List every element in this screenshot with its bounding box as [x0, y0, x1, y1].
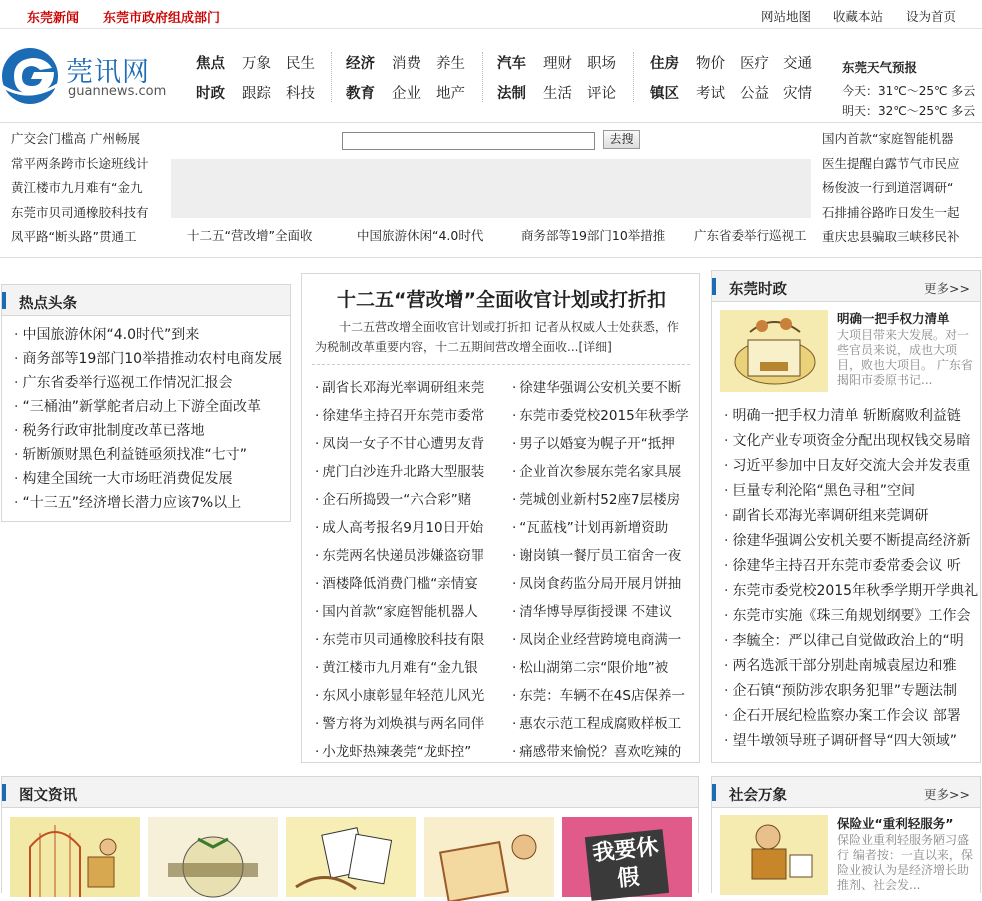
society-feature-text: 保险业重利轻服务陋习盛行 编者按：一直以来，保险业被认为是经济增长助推剂、社会发...	[837, 833, 973, 892]
nav-link-enterprise[interactable]: 企业	[392, 86, 421, 102]
society-feature-title[interactable]: 保险业“重利轻服务”	[837, 816, 954, 831]
nav-link-comment[interactable]: 评论	[587, 86, 616, 102]
list-item[interactable]: · 酒楼降低消费门槛“亲情宴	[315, 570, 491, 598]
panel-title: 东莞时政	[729, 282, 787, 298]
gov-feature-title[interactable]: 明确一把手权力清单	[837, 311, 950, 326]
nav-link-prices[interactable]: 物价	[696, 56, 725, 72]
right-link[interactable]: 重庆忠县骗取三峡移民补	[822, 229, 960, 244]
list-item[interactable]: · 成人高考报名9月10日开始	[315, 514, 491, 542]
nav-link-livelihood[interactable]: 民生	[286, 56, 315, 72]
nav-link-tech[interactable]: 科技	[286, 86, 315, 102]
image-sketch	[720, 310, 828, 392]
list-item[interactable]: · 虎门白沙连升北路大型服装	[315, 458, 491, 486]
nav-link-exams[interactable]: 考试	[696, 86, 725, 102]
nav-link-career[interactable]: 职场	[587, 56, 616, 72]
topbar-link-sitemap[interactable]: 网站地图	[761, 9, 812, 24]
left-link[interactable]: 凤平路“断头路”贯通工	[11, 229, 137, 244]
hot-headlines-panel	[1, 284, 291, 522]
search-button[interactable]: 去搜	[603, 130, 640, 149]
weather-today: 今天：31℃～25℃ 多云	[842, 84, 976, 98]
topbar-link-bookmark[interactable]: 收藏本站	[833, 9, 884, 24]
list-item[interactable]: · 小龙虾热辣袭莞“龙虾控”	[315, 738, 491, 766]
list-item[interactable]: · “瓦蓝栈”计划再新增资助	[512, 514, 690, 542]
cards-sketch	[286, 817, 416, 897]
right-link[interactable]: 医生提醒白露节气市民应	[822, 155, 960, 171]
weather-title: 东莞天气预报	[842, 60, 918, 75]
list-item[interactable]: · 男子以婚宴为幌子开“抵押	[512, 430, 690, 458]
right-link[interactable]: 国内首款“家庭智能机器	[822, 131, 954, 146]
gov-news-panel	[711, 270, 981, 763]
list-item[interactable]: · “三桶油”新掌舵者启动上下游全面改革	[14, 395, 286, 419]
ad-banner-placeholder	[171, 159, 811, 218]
left-link[interactable]: 黄江楼市九月难有“金九	[11, 180, 143, 195]
nav-divider	[482, 52, 483, 102]
list-item[interactable]: · 巨量专利沦陷“黑色寻租”空间	[724, 479, 972, 504]
list-item[interactable]: · 徐建华主持召开东莞市委常	[315, 402, 491, 430]
panel-header	[2, 285, 290, 316]
society-image-sketch	[720, 815, 828, 895]
list-item[interactable]: · 构建全国统一大市场旺消费促发展	[14, 467, 286, 491]
logo-url: guannews.com	[68, 84, 167, 99]
nav-group-3	[497, 46, 627, 108]
list-item[interactable]: · 东莞：车辆不在4S店保养一	[512, 682, 690, 710]
list-item[interactable]: · 企石所捣毁一“六合彩”赌	[315, 486, 491, 514]
right-link[interactable]: 石排捕谷路昨日发生一起	[822, 204, 960, 220]
mid-link[interactable]: 商务部等19部门10举措推	[521, 228, 666, 243]
nav-link-panorama[interactable]: 万象	[242, 56, 271, 72]
nav-divider	[633, 52, 634, 102]
list-item[interactable]: · 明确一把手权力清单 斩断腐败利益链	[724, 404, 972, 429]
list-item[interactable]: · 望牛墩领导班子调研督导“四大领域”	[724, 729, 972, 754]
panel-title: 图文资讯	[19, 788, 77, 804]
main-nav	[190, 46, 830, 110]
list-item[interactable]: · “十三五”经济增长潜力应该7%以上	[14, 491, 286, 515]
panel-header	[712, 271, 980, 302]
list-item[interactable]: · 凤岗食药监分局开展月饼抽	[512, 570, 690, 598]
mid-link[interactable]: 广东省委举行巡视工	[694, 228, 807, 243]
vacation-stamp-text: 我要休假	[591, 834, 660, 893]
nav-divider	[331, 52, 332, 102]
search-link-block	[0, 122, 982, 258]
right-link[interactable]: 杨俊波一行到道滘调研“	[822, 180, 954, 195]
nav-link-consumption[interactable]: 消费	[392, 56, 421, 72]
nav-link-towns[interactable]: 镇区	[650, 86, 679, 102]
list-item[interactable]: · 东莞两名快递员涉嫌盗窃罪	[315, 542, 491, 570]
list-item[interactable]: · 东风小康彰显年轻范儿风光	[315, 682, 491, 710]
headline-title[interactable]: 十二五“营改增”全面收官计划或打折扣	[337, 289, 666, 311]
headline-list-right	[512, 374, 690, 766]
list-item[interactable]: · 两名选派干部分别赴南城袁屋边和雅	[724, 654, 972, 679]
nav-link-life[interactable]: 生活	[543, 86, 572, 102]
list-item[interactable]: · 凤岗企业经营跨境电商满一	[512, 626, 690, 654]
list-item[interactable]: · 税务行政审批制度改革已落地	[14, 419, 286, 443]
logo-emblem-icon	[0, 46, 64, 106]
nav-link-education[interactable]: 教育	[346, 86, 375, 102]
list-item[interactable]: · 副省长邓海光率调研组来莞调研	[724, 504, 972, 529]
headline-list-left	[315, 374, 491, 766]
list-item[interactable]: · 松山湖第二宗“限价地”被	[512, 654, 690, 682]
occupational-sketch	[424, 817, 554, 897]
panel-header	[2, 777, 698, 808]
vacation-stamp	[585, 829, 669, 901]
headline-summary-text: 十二五营改增全面收官计划或打折扣 记者从权威人士处获悉，作为税制改革重要内容，十二五期间营改增全面收...	[315, 320, 679, 354]
list-item[interactable]: · 商务部等19部门10举措推动农村电商发展	[14, 347, 286, 371]
pic-thumb-tomato[interactable]	[148, 817, 278, 897]
birdcage-sketch	[10, 817, 140, 897]
nav-link-medical[interactable]: 医疗	[740, 56, 769, 72]
logo-text: 莞讯网	[66, 57, 150, 88]
pic-thumb-birdcage[interactable]	[10, 817, 140, 897]
top-bar	[0, 0, 982, 29]
mid-link[interactable]: 中国旅游休闲“4.0时代	[357, 228, 484, 243]
list-item[interactable]: · 文化产业专项资金分配出现权钱交易暗	[724, 429, 972, 454]
topbar-link-gov-departments[interactable]: 东莞市政府组成部门	[103, 11, 221, 26]
list-item[interactable]: · 徐建华主持召开东莞市委常委会议 听	[724, 554, 972, 579]
list-item[interactable]: · 国内首款“家庭智能机器人	[315, 598, 491, 626]
header-accent	[2, 784, 6, 801]
panel-title: 社会万象	[729, 788, 787, 804]
nav-link-economy[interactable]: 经济	[346, 56, 375, 72]
tomato-sketch	[148, 817, 278, 897]
list-item[interactable]: · 徐建华强调公安机关要不断提高经济新	[724, 529, 972, 554]
weather-tomorrow: 明天：32℃～25℃ 多云	[842, 104, 976, 118]
header-accent	[2, 292, 6, 309]
nav-group-2	[346, 46, 476, 108]
nav-link-focus[interactable]: 焦点	[196, 56, 225, 72]
panel-header	[712, 777, 980, 808]
right-link-column	[822, 127, 968, 250]
nav-group-4	[650, 46, 830, 108]
list-item[interactable]: · 中国旅游休闲“4.0时代”到来	[14, 323, 286, 347]
list-item[interactable]: · 徐建华强调公安机关要不断	[512, 374, 690, 402]
pic-thumb-occupational[interactable]	[424, 817, 554, 897]
nav-link-politics[interactable]: 时政	[196, 86, 225, 102]
list-item[interactable]: · 企业首次参展东莞名家具展	[512, 458, 690, 486]
left-link-column	[11, 127, 161, 250]
nav-link-charity[interactable]: 公益	[740, 86, 769, 102]
list-item[interactable]: · 痛感带来愉悦？喜欢吃辣的	[512, 738, 690, 766]
search-input[interactable]	[342, 132, 595, 150]
nav-link-tracking[interactable]: 跟踪	[242, 86, 271, 102]
list-item[interactable]: · 企石镇“预防涉农职务犯罪”专题法制	[724, 679, 972, 704]
list-item[interactable]: · 东莞市委党校2015年秋季学期开学典礼	[724, 579, 972, 604]
nav-link-law[interactable]: 法制	[497, 86, 526, 102]
more-link[interactable]: 更多>>	[924, 281, 970, 296]
divider	[312, 364, 690, 365]
list-item[interactable]: · 警方将为刘焕祺与两名同伴	[315, 710, 491, 738]
left-link[interactable]: 常平两条跨市长途班线计	[11, 155, 149, 171]
pic-thumb-cards[interactable]	[286, 817, 416, 897]
list-item[interactable]: · 莞城创业新村52座7层楼房	[512, 486, 690, 514]
more-link[interactable]: 更多>>	[924, 787, 970, 802]
list-item[interactable]: · 李毓全：严以律己自觉做政治上的“明	[724, 629, 972, 654]
headline-detail-link[interactable]: [详细]	[578, 340, 612, 354]
list-item[interactable]: · 广东省委举行巡视工作情况汇报会	[14, 371, 286, 395]
list-item[interactable]: · 东莞市委党校2015年秋季学	[512, 402, 690, 430]
list-item[interactable]: · 清华博导厚街授课 不建议	[512, 598, 690, 626]
list-item[interactable]: · 东莞市贝司通橡胶科技有限	[315, 626, 491, 654]
society-feature-image[interactable]	[720, 815, 828, 895]
headline-panel	[301, 273, 700, 763]
gov-feature-text: 大项目带来大发展。对一些官员来说，成也大项目，败也大项目。 广东省揭阳市委原书记...	[837, 328, 973, 387]
nav-link-traffic[interactable]: 交通	[783, 56, 812, 72]
list-item[interactable]: · 谢岗镇一餐厅员工宿舍一夜	[512, 542, 690, 570]
nav-link-housing[interactable]: 住房	[650, 56, 679, 72]
nav-group-1	[196, 46, 326, 108]
list-item[interactable]: · 斩断颁财黑色利益链亟须找准“七寸”	[14, 443, 286, 467]
headline-summary	[315, 317, 687, 357]
nav-link-realestate[interactable]: 地产	[436, 86, 465, 102]
picture-news-panel	[1, 776, 699, 893]
list-item[interactable]: · 副省长邓海光率调研组来莞	[315, 374, 491, 402]
list-item[interactable]: · 习近平参加中日友好交流大会并发表重	[724, 454, 972, 479]
header-accent	[712, 278, 716, 295]
nav-link-health[interactable]: 养生	[436, 56, 465, 72]
hot-list	[14, 323, 286, 515]
gov-feature-image[interactable]	[720, 310, 828, 392]
gov-list	[724, 404, 979, 754]
list-item[interactable]: · 企石开展纪检监察办案工作会议 部署	[724, 704, 972, 729]
list-item[interactable]: · 凤岗一女子不甘心遭男友背	[315, 430, 491, 458]
society-panel	[711, 776, 981, 893]
pic-thumb-vacation[interactable]	[562, 817, 692, 897]
topbar-link-set-homepage[interactable]: 设为首页	[906, 9, 957, 24]
header-accent	[712, 784, 716, 801]
list-item[interactable]: · 惠农示范工程成腐败样板工	[512, 710, 690, 738]
weather-widget	[842, 58, 982, 118]
nav-link-disaster[interactable]: 灾情	[783, 86, 812, 102]
topbar-link-dongguan-news[interactable]: 东莞新闻	[27, 11, 80, 26]
mid-link[interactable]: 十二五“营改增”全面收	[187, 228, 313, 243]
left-link[interactable]: 东莞市贝司通橡胶科技有	[11, 204, 149, 220]
nav-link-finance[interactable]: 理财	[543, 56, 572, 72]
panel-title: 热点头条	[19, 296, 77, 312]
list-item[interactable]: · 黄江楼市九月难有“金九银	[315, 654, 491, 682]
left-link[interactable]: 广交会门槛高 广州畅展	[11, 131, 140, 146]
site-logo[interactable]	[0, 44, 178, 106]
nav-link-auto[interactable]: 汽车	[497, 56, 526, 72]
list-item[interactable]: · 东莞市实施《珠三角规划纲要》工作会	[724, 604, 972, 629]
